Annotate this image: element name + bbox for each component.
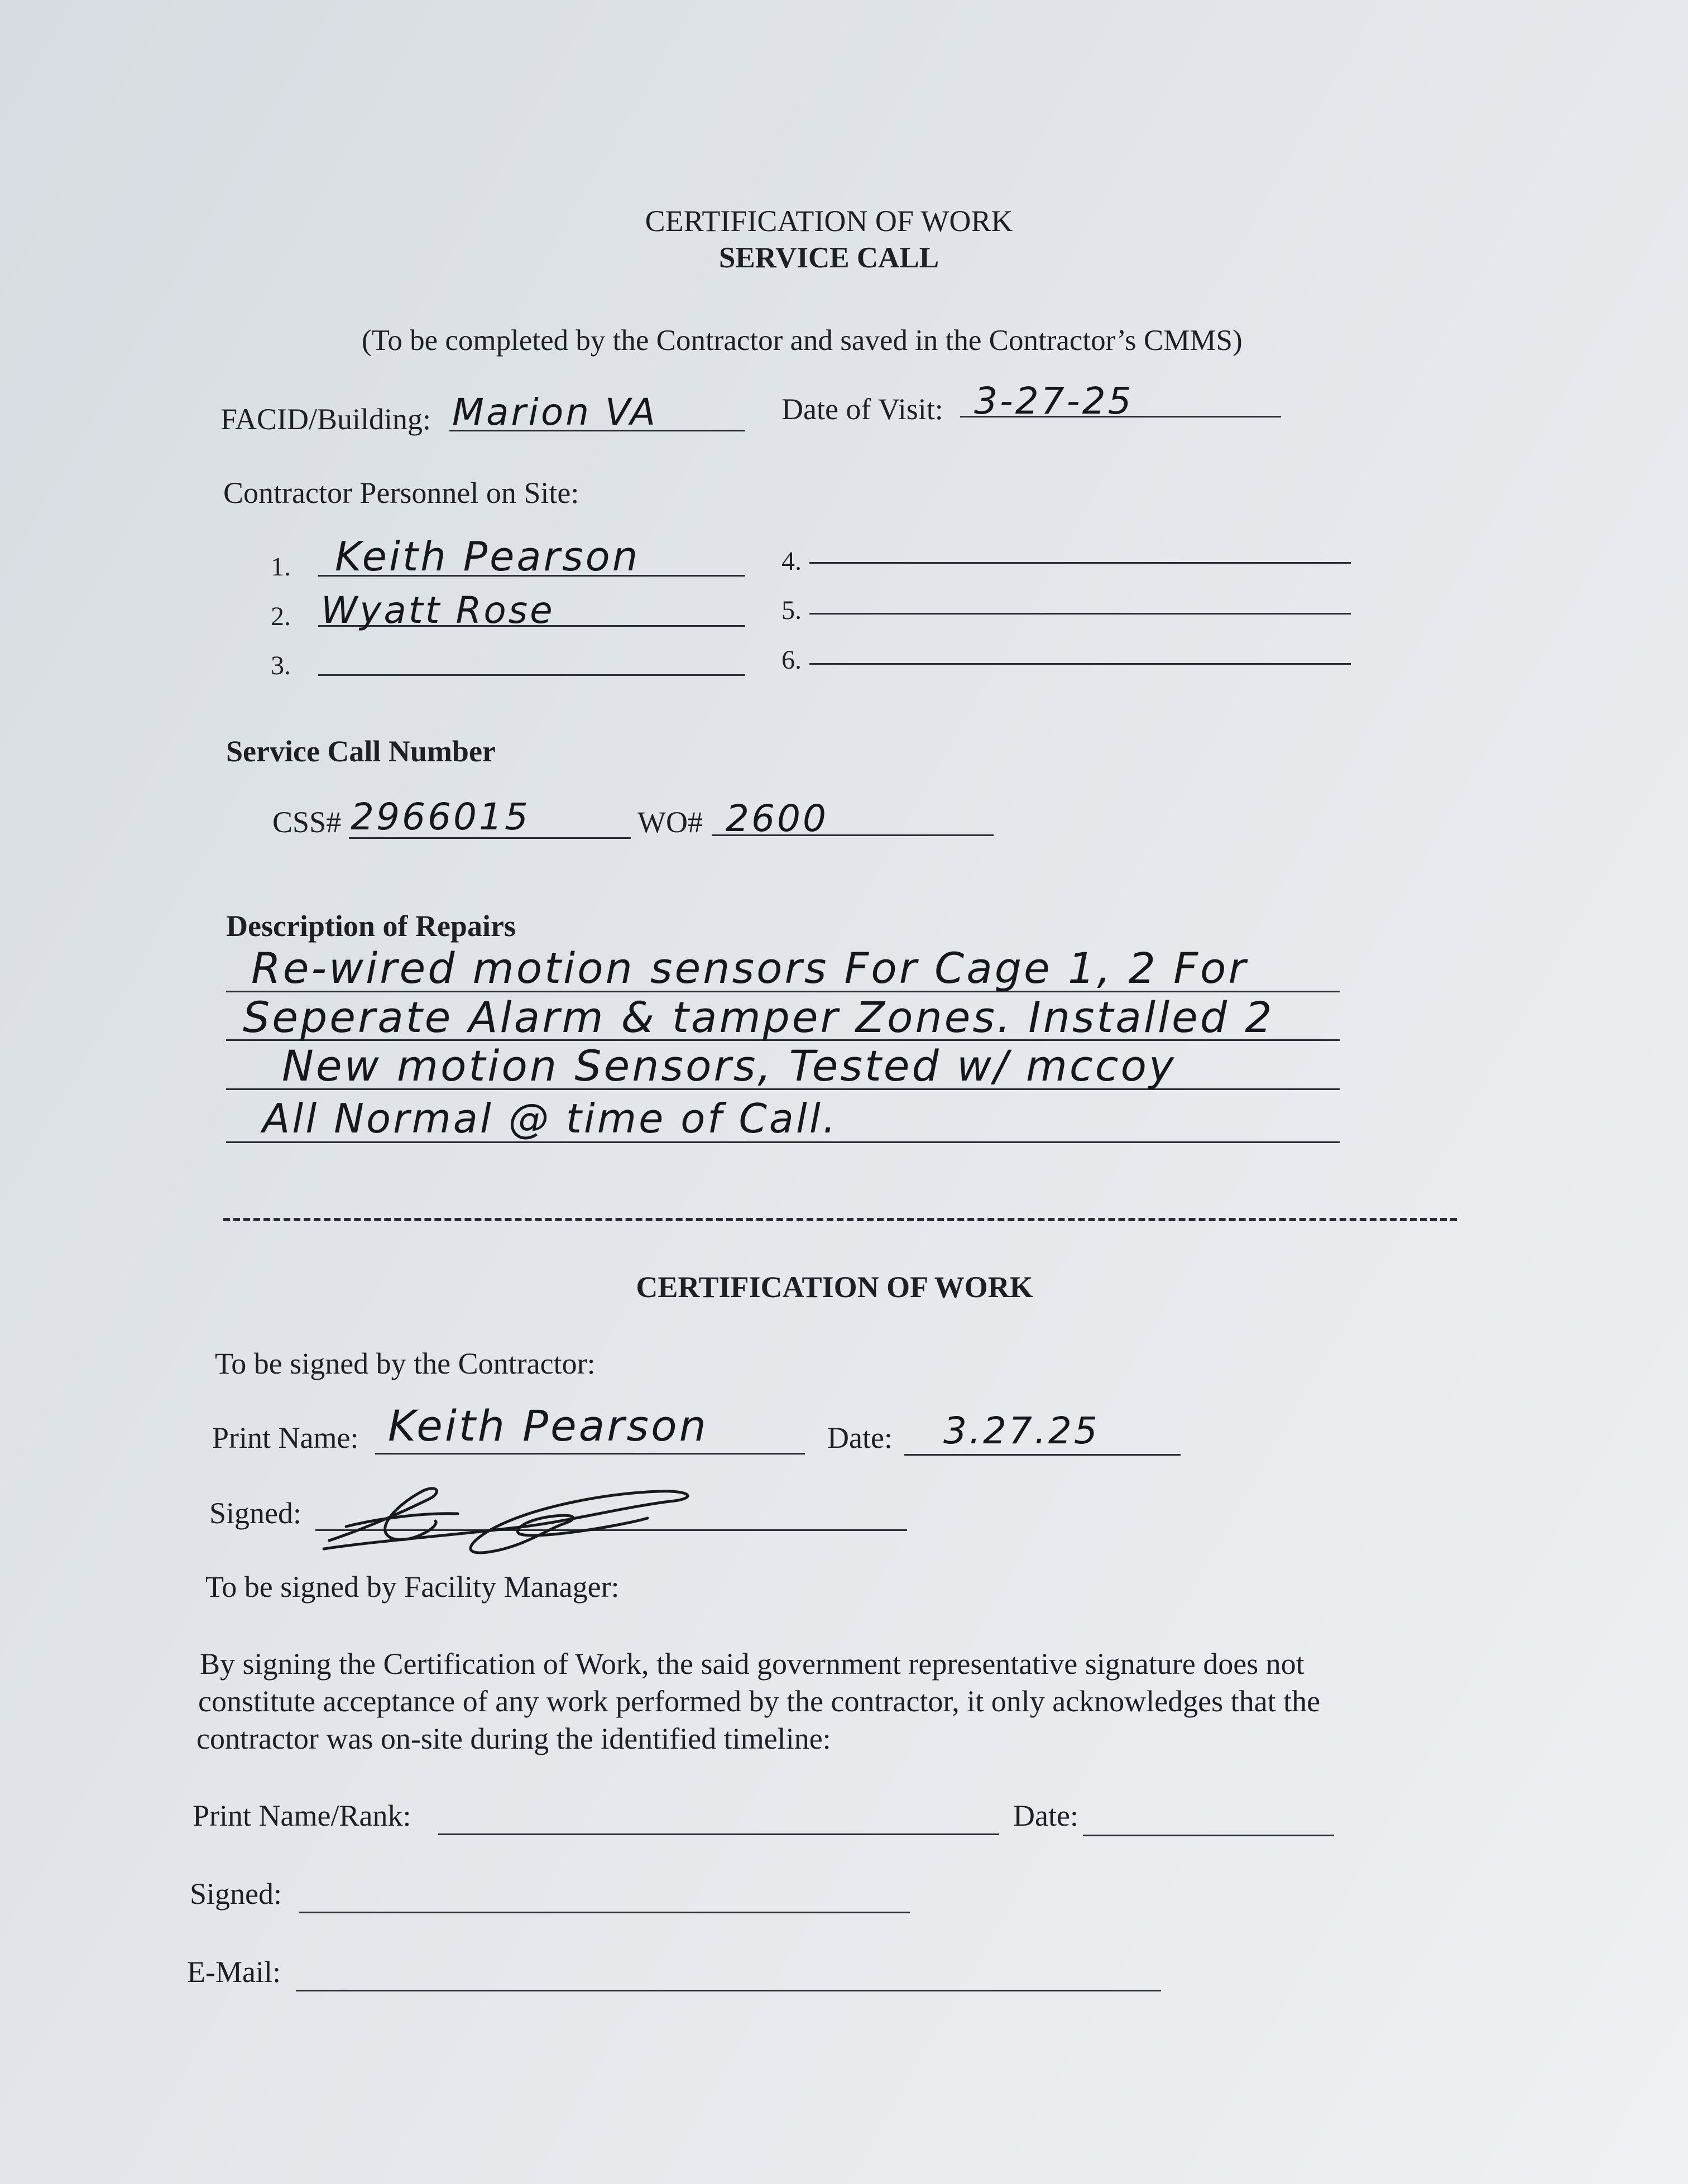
contractor-date-label: Date:	[827, 1421, 893, 1455]
manager-print-name-label: Print Name/Rank:	[193, 1799, 411, 1832]
contractor-date-line	[904, 1454, 1181, 1456]
facid-value: Marion VA	[452, 391, 658, 434]
repairs-text-4: All Normal @ time of Call.	[262, 1095, 838, 1142]
css-label: CSS#	[272, 805, 342, 839]
section-separator	[223, 1218, 1457, 1221]
personnel-line-4	[809, 562, 1351, 564]
contractor-date-value: 3.27.25	[943, 1409, 1100, 1452]
contractor-signed-label: Signed:	[209, 1496, 302, 1530]
visit-date-value: 3-27-25	[974, 380, 1134, 423]
form-instruction: (To be completed by the Contractor and saved in the Contractor’s CMMS)	[362, 324, 1243, 357]
personnel-num-1: 1.	[271, 552, 291, 582]
personnel-name-2: Wyatt Rose	[321, 589, 555, 632]
personnel-line-5	[809, 613, 1351, 615]
personnel-num-4: 4.	[781, 546, 802, 576]
email-line	[296, 1990, 1161, 1991]
manager-signed-label: Signed:	[190, 1877, 282, 1911]
personnel-line-6	[809, 663, 1351, 665]
personnel-num-5: 5.	[781, 596, 802, 625]
print-name-line	[375, 1453, 805, 1455]
repairs-heading: Description of Repairs	[226, 909, 516, 943]
personnel-num-6: 6.	[781, 645, 802, 675]
disclaimer-line-2: constitute acceptance of any work performed by the contractor, it only acknowledges that the	[198, 1684, 1321, 1718]
wo-label: WO#	[637, 805, 703, 839]
css-value: 2966015	[351, 795, 530, 838]
repairs-text-1: Re-wired motion sensors For Cage 1, 2 For	[251, 943, 1248, 993]
certification-heading: CERTIFICATION OF WORK	[636, 1270, 1033, 1304]
print-name-value: Keith Pearson	[388, 1401, 708, 1451]
repairs-text-2: Seperate Alarm & tamper Zones. Installed 2	[243, 992, 1274, 1042]
contractor-signature	[313, 1473, 703, 1563]
email-label: E-Mail:	[187, 1955, 281, 1989]
disclaimer-line-3: contractor was on-site during the identified timeline:	[196, 1722, 831, 1755]
wo-value: 2600	[726, 797, 828, 840]
manager-date-label: Date:	[1013, 1799, 1078, 1832]
manager-date-line	[1083, 1835, 1334, 1836]
form-subtitle: SERVICE CALL	[718, 242, 939, 274]
service-call-heading: Service Call Number	[226, 735, 496, 768]
personnel-num-3: 3.	[271, 651, 291, 680]
disclaimer-line-1: By signing the Certification of Work, the said government representative signature does not	[200, 1647, 1305, 1681]
manager-print-name-line	[438, 1833, 999, 1835]
personnel-label: Contractor Personnel on Site:	[223, 476, 579, 510]
manager-signed-line	[299, 1912, 910, 1913]
facid-label: FACID/Building:	[220, 402, 431, 436]
manager-sign-label: To be signed by Facility Manager:	[205, 1570, 620, 1604]
print-name-label: Print Name:	[212, 1421, 359, 1455]
personnel-num-2: 2.	[271, 602, 291, 631]
repairs-text-3: New motion Sensors, Tested w/ mccoy	[282, 1041, 1176, 1091]
visit-date-label: Date of Visit:	[781, 392, 943, 426]
contractor-sign-label: To be signed by the Contractor:	[215, 1347, 596, 1380]
personnel-name-1: Keith Pearson	[335, 533, 640, 580]
personnel-line-3	[318, 674, 745, 676]
form-title: CERTIFICATION OF WORK	[645, 204, 1013, 238]
